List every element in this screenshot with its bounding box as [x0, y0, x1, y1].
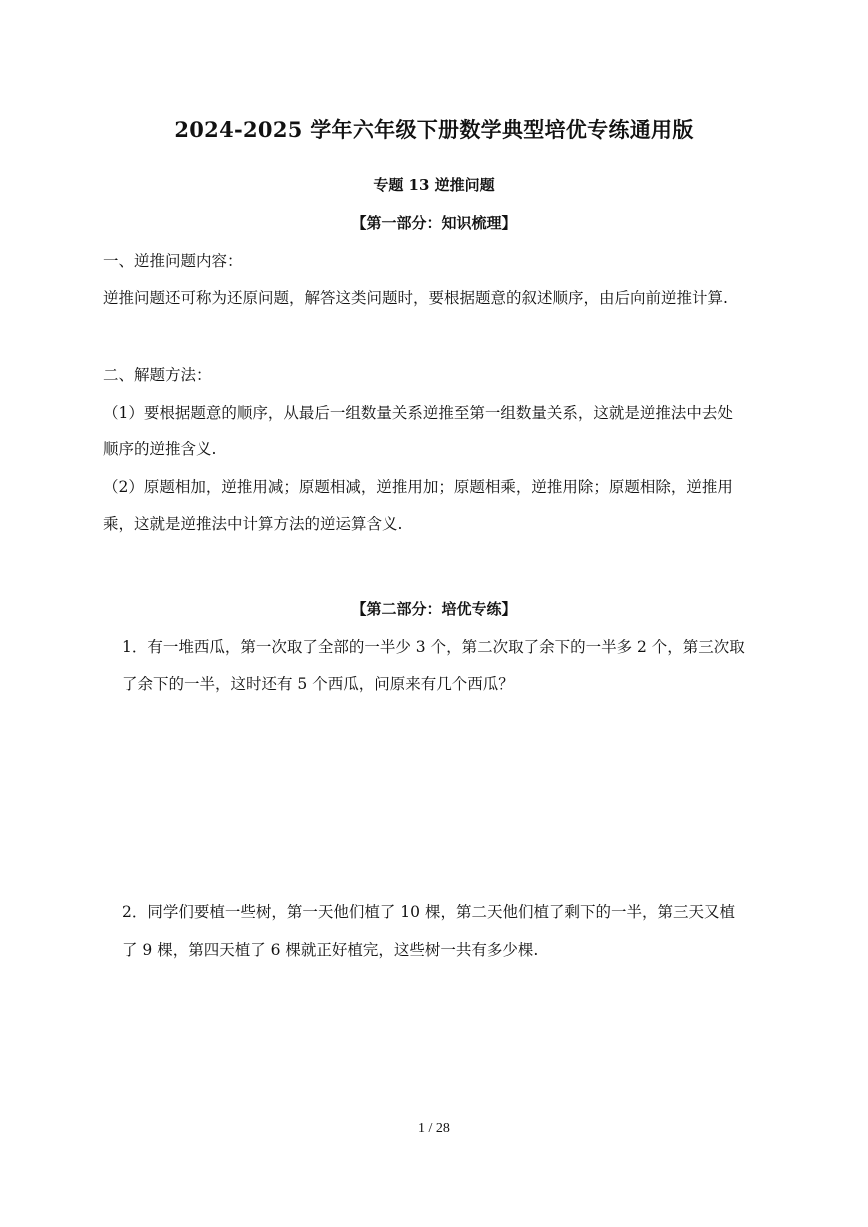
document-title: 2024-2025 学年六年级下册数学典型培优专练通用版 [174, 117, 694, 142]
question-1-line-1: 1．有一堆西瓜，第一次取了全部的一半少 3 个，第二次取了余下的一半多 2 个，第三次取 [122, 638, 745, 656]
part2-heading: 【第二部分：培优专练】 [351, 600, 517, 618]
question-2-line-1: 2．同学们要植一些树，第一天他们植了 10 棵，第二天他们植了剩下的一半，第三天又植 [122, 903, 735, 921]
method-1-line-2: 顺序的逆推含义. [103, 440, 217, 458]
method-2-line-1: （2）原题相加，逆推用减；原题相减，逆推用加；原题相乘，逆推用除；原题相除，逆推用 [103, 478, 733, 496]
page-indicator: 1 / 28 [418, 1121, 450, 1136]
part1-heading: 【第一部分：知识梳理】 [351, 214, 517, 232]
topic-subtitle: 专题 13 逆推问题 [373, 176, 495, 194]
question-1-line-2: 了余下的一半，这时还有 5 个西瓜，问原来有几个西瓜？ [122, 675, 514, 693]
content-body: 逆推问题还可称为还原问题，解答这类问题时，要根据题意的叙述顺序，由后向前逆推计算. [103, 289, 728, 307]
content-heading: 一、逆推问题内容： [103, 252, 243, 270]
method-heading: 二、解题方法： [103, 366, 212, 384]
method-2-line-2: 乘，这就是逆推法中计算方法的逆运算含义. [103, 515, 403, 533]
method-1-line-1: （1）要根据题意的顺序，从最后一组数量关系逆推至第一组数量关系，这就是逆推法中去处 [103, 404, 733, 422]
question-2-line-2: 了 9 棵，第四天植了 6 棵就正好植完，这些树一共有多少棵. [122, 941, 539, 959]
